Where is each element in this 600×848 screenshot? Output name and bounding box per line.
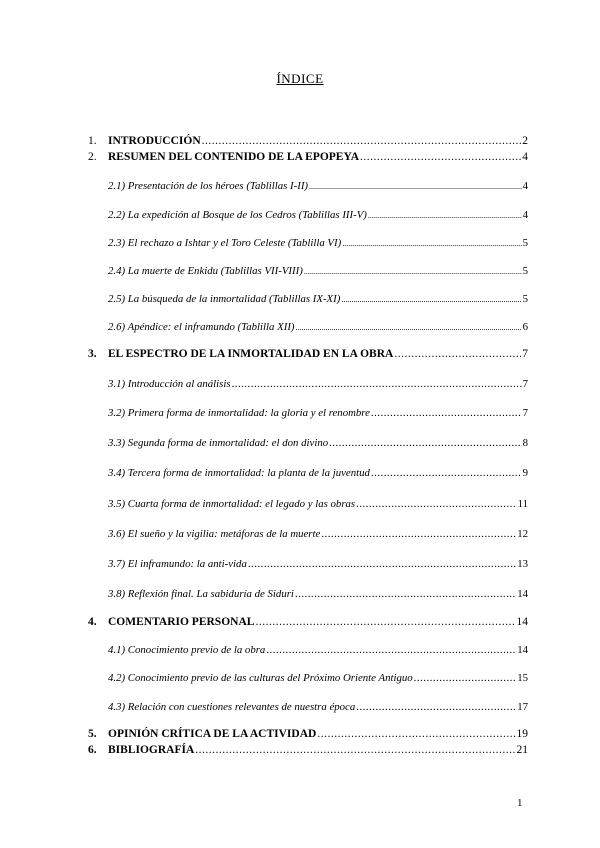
toc-entry-page: 2 xyxy=(522,135,528,147)
toc-leader-dots xyxy=(360,150,521,164)
toc-entry-text: 2.1) Presentación de los héroes (Tablillas I-II) xyxy=(108,180,309,192)
toc-subentry-3-2[interactable] xyxy=(108,406,528,420)
toc-leader-dots xyxy=(371,406,522,420)
toc-entry-text: INTRODUCCIÓN xyxy=(108,135,201,147)
toc-entry-text: 2.5) La búsqueda de la inmortalidad (Tablillas IX-XI) xyxy=(108,293,341,305)
toc-entry-page: 11 xyxy=(517,498,528,510)
toc-entry-page: 14 xyxy=(517,588,528,600)
toc-leader-dots xyxy=(368,208,522,223)
toc-entry-number: 6. xyxy=(88,744,97,756)
toc-leader-dots xyxy=(356,700,516,714)
toc-subentry-2-1[interactable] xyxy=(108,179,528,194)
toc-entry-text: EL ESPECTRO DE LA INMORTALIDAD EN LA OBRA xyxy=(108,348,394,360)
toc-entry-number: 3. xyxy=(88,348,97,360)
toc-entry-page: 7 xyxy=(522,378,528,390)
toc-entry-page: 5 xyxy=(522,265,528,277)
toc-subentry-3-8[interactable] xyxy=(108,587,528,601)
toc-entry-page: 4 xyxy=(522,209,528,221)
toc-entry-page: 12 xyxy=(517,528,528,540)
toc-subentry-3-6[interactable] xyxy=(108,527,528,541)
toc-subentry-4-1[interactable] xyxy=(108,643,528,657)
toc-entry-number: 1. xyxy=(88,135,97,147)
toc-entry-page: 14 xyxy=(516,616,528,628)
toc-entry-text: 3.8) Reflexión final. La sabiduría de Siduri xyxy=(108,588,294,600)
toc-entry-comentario[interactable] xyxy=(88,615,528,629)
toc-entry-page: 15 xyxy=(517,672,528,684)
toc-leader-dots xyxy=(295,587,516,601)
toc-subentry-3-7[interactable] xyxy=(108,557,528,571)
toc-subentry-2-4[interactable] xyxy=(108,264,528,279)
toc-entry-text: 3.6) El sueño y la vigilia: metáforas de la muerte xyxy=(108,528,321,540)
toc-entry-resumen[interactable] xyxy=(88,150,528,164)
toc-subentry-2-3[interactable] xyxy=(108,236,528,251)
toc-entry-text: 3.4) Tercera forma de inmortalidad: la planta de la juventud xyxy=(108,467,370,479)
toc-entry-page: 21 xyxy=(516,744,528,756)
toc-subentry-4-3[interactable] xyxy=(108,700,528,714)
toc-subentry-4-2[interactable] xyxy=(108,671,528,685)
toc-entry-text: 4.3) Relación con cuestiones relevantes de nuestra época xyxy=(108,701,356,713)
toc-leader-dots xyxy=(309,179,522,194)
toc-entry-text: 3.3) Segunda forma de inmortalidad: el don divino xyxy=(108,437,329,449)
toc-subentry-3-3[interactable] xyxy=(108,436,528,450)
page-number: 1 xyxy=(517,797,523,809)
toc-entry-page: 9 xyxy=(522,467,528,479)
toc-entry-number: 2. xyxy=(88,151,97,163)
toc-entry-text: 2.6) Apéndice: el inframundo (Tablilla XII) xyxy=(108,321,295,333)
toc-entry-page: 17 xyxy=(517,701,528,713)
toc-leader-dots xyxy=(356,497,516,511)
toc-entry-page: 19 xyxy=(516,728,528,740)
toc-entry-page: 6 xyxy=(522,321,528,333)
toc-leader-dots xyxy=(266,643,516,657)
toc-subentry-2-2[interactable] xyxy=(108,208,528,223)
toc-entry-bibliografia[interactable] xyxy=(88,743,528,757)
toc-entry-text: BIBLIOGRAFÍA xyxy=(108,744,195,756)
toc-leader-dots xyxy=(329,436,521,450)
toc-entry-text: 3.2) Primera forma de inmortalidad: la gloria y el renombre xyxy=(108,407,370,419)
toc-entry-number: 4. xyxy=(88,616,97,628)
toc-leader-dots xyxy=(255,615,515,629)
toc-entry-introduccion[interactable] xyxy=(88,134,528,148)
toc-entry-text: 2.4) La muerte de Enkidu (Tablillas VII-VIII) xyxy=(108,265,303,277)
toc-subentry-2-5[interactable] xyxy=(108,292,528,307)
toc-entry-espectro[interactable] xyxy=(88,347,528,361)
toc-entry-text: RESUMEN DEL CONTENIDO DE LA EPOPEYA xyxy=(108,151,360,163)
toc-leader-dots xyxy=(195,743,515,757)
toc-entry-text: COMENTARIO PERSONAL xyxy=(108,616,255,628)
toc-entry-text: 3.7) El inframundo: la anti-vida xyxy=(108,558,247,570)
toc-leader-dots xyxy=(394,347,521,361)
toc-leader-dots xyxy=(304,264,522,279)
toc-subentry-3-4[interactable] xyxy=(108,466,528,480)
toc-entry-page: 13 xyxy=(517,558,528,570)
toc-entry-text: OPINIÓN CRÍTICA DE LA ACTIVIDAD xyxy=(108,728,317,740)
toc-entry-page: 14 xyxy=(517,644,528,656)
toc-entry-text: 4.2) Conocimiento previo de las culturas del Próximo Oriente Antiguo xyxy=(108,672,413,684)
toc-leader-dots xyxy=(296,320,522,335)
toc-entry-page: 5 xyxy=(522,237,528,249)
toc-entry-opinion[interactable] xyxy=(88,727,528,741)
toc-leader-dots xyxy=(414,671,517,685)
toc-entry-text: 2.3) El rechazo a Ishtar y el Toro Celeste (Tablilla VI) xyxy=(108,237,342,249)
toc-entry-page: 5 xyxy=(522,293,528,305)
toc-leader-dots xyxy=(321,527,516,541)
index-title: ÍNDICE xyxy=(276,71,324,86)
toc-entry-page: 4 xyxy=(522,180,528,192)
toc-leader-dots xyxy=(232,377,522,391)
toc-leader-dots xyxy=(317,727,515,741)
toc-leader-dots xyxy=(202,134,522,148)
toc-leader-dots xyxy=(248,557,516,571)
toc-subentry-3-1[interactable] xyxy=(108,377,528,391)
toc-entry-page: 8 xyxy=(522,437,528,449)
toc-entry-page: 4 xyxy=(522,151,528,163)
toc-entry-page: 7 xyxy=(522,407,528,419)
toc-leader-dots xyxy=(342,236,521,251)
toc-entry-page: 7 xyxy=(522,348,528,360)
toc-entry-text: 3.1) Introducción al análisis xyxy=(108,378,231,390)
toc-leader-dots xyxy=(341,292,521,307)
toc-entry-number: 5. xyxy=(88,728,97,740)
toc-entry-text: 2.2) La expedición al Bosque de los Cedros (Tablillas III-V) xyxy=(108,209,367,221)
toc-entry-text: 4.1) Conocimiento previo de la obra xyxy=(108,644,266,656)
toc-subentry-2-6[interactable] xyxy=(108,320,528,335)
toc-entry-text: 3.5) Cuarta forma de inmortalidad: el legado y las obras xyxy=(108,498,356,510)
toc-subentry-3-5[interactable] xyxy=(108,497,528,511)
toc-leader-dots xyxy=(371,466,522,480)
